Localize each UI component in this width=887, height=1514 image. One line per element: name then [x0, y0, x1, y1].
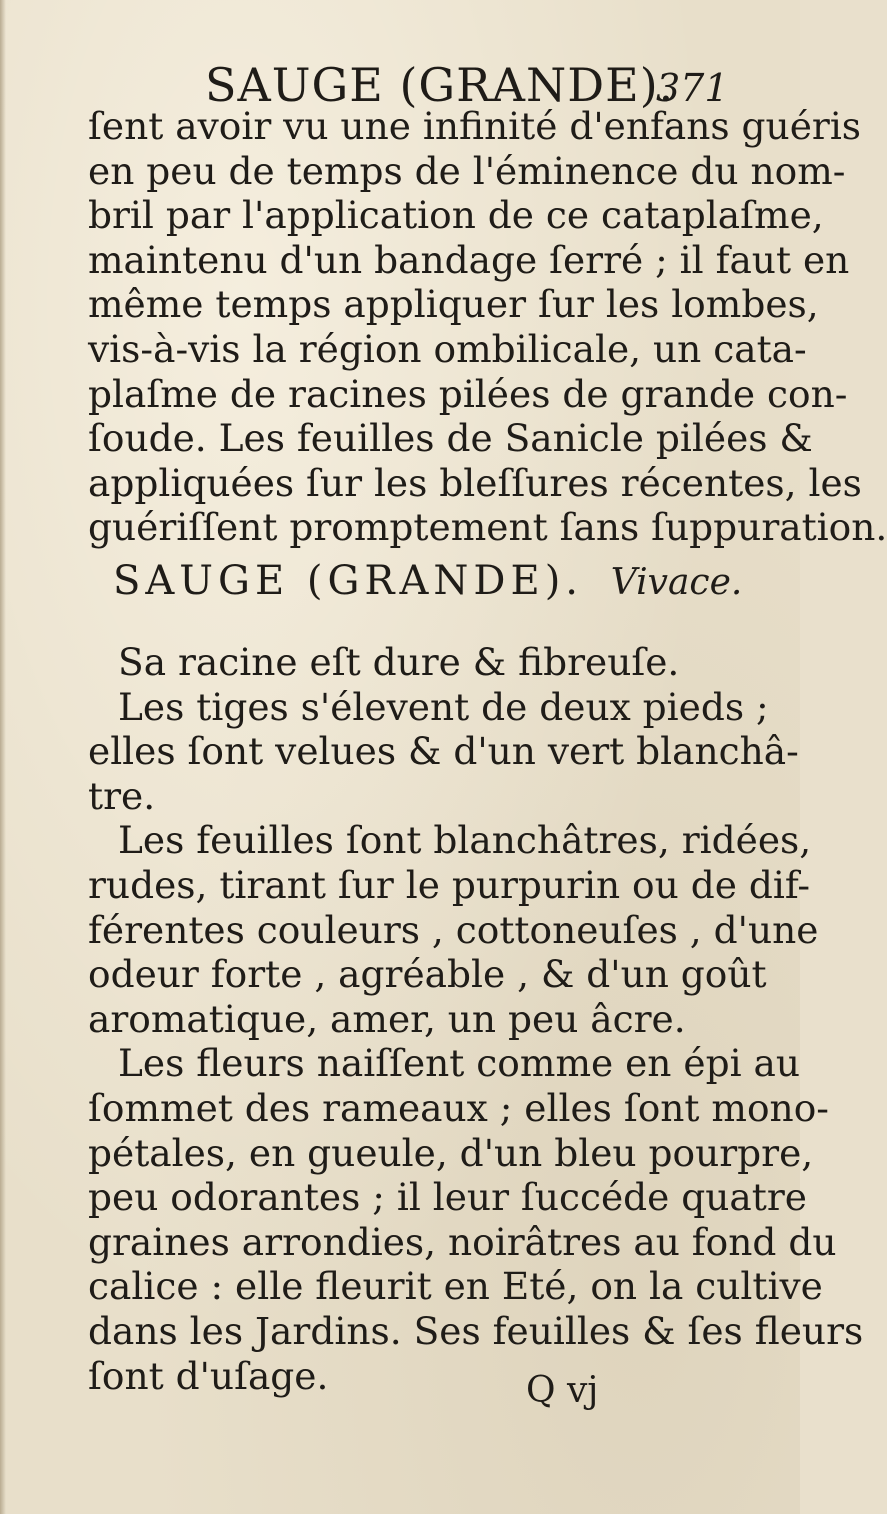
text-line: même temps appliquer ſur les lombes, — [88, 282, 819, 327]
text-line: dans les Jardins. Ses feuilles & ſes fleurs — [88, 1308, 864, 1353]
text-line: maintenu d'un bandage ſerré ; il faut en — [88, 237, 850, 282]
text-line: graines arrondies, noirâtres au fond du — [88, 1219, 837, 1264]
text-line: ſoude. Les feuilles de Sanicle pilées & — [88, 416, 813, 461]
text-line: elles ſont velues & d'un vert blanchâ- — [88, 729, 799, 774]
text-line: ſent avoir vu une infinité d'enfans guéris — [88, 104, 862, 148]
section-title: SAUGE (GRANDE). — [113, 558, 584, 604]
text-line: bril par l'application de ce cataplaſme, — [88, 193, 824, 238]
text-line: odeur forte , agréable , & d'un goût — [88, 952, 767, 997]
text-line: ſont d'uſage. — [88, 1353, 329, 1398]
description-body — [88, 640, 864, 1398]
text-line: en peu de temps de l'éminence du nom- — [88, 148, 846, 193]
section-heading — [113, 558, 742, 604]
page-gutter-shadow — [0, 0, 6, 1514]
text-line: pétales, en gueule, d'un bleu pourpre, — [88, 1130, 814, 1175]
text-line: tre. — [88, 773, 156, 818]
page-number: 371 — [656, 66, 729, 110]
text-line: rudes, tirant ſur le purpurin ou de dif- — [88, 862, 811, 907]
text-line: Sa racine eſt dure & fibreuſe. — [118, 640, 680, 684]
continued-paragraph — [88, 104, 887, 550]
text-line: ſommet des rameaux ; elles ſont mono- — [88, 1085, 829, 1130]
text-line: Les fleurs naiſſent comme en épi au — [118, 1041, 800, 1086]
text-line: Les tiges s'élevent de deux pieds ; — [118, 684, 769, 729]
text-line: guériſſent promptement ſans ſuppuration. — [88, 505, 887, 550]
text-line: vis-à-vis la région ombilicale, un cata- — [88, 326, 807, 371]
text-line: férentes couleurs , cottoneuſes , d'une — [88, 907, 819, 952]
text-line: Les feuilles ſont blanchâtres, ridées, — [118, 818, 812, 863]
text-line: peu odorantes ; il leur ſuccéde quatre — [88, 1175, 807, 1220]
section-note: Vivace. — [610, 562, 743, 603]
signature-mark: Q vj — [526, 1370, 599, 1411]
text-line: aromatique, amer, un peu âcre. — [88, 996, 686, 1041]
text-line: appliquées ſur les bleſſures récentes, les — [88, 460, 862, 505]
text-line: plaſme de racines pilées de grande con- — [88, 371, 848, 416]
text-line: calice : elle fleurit en Eté, on la cultive — [88, 1264, 823, 1309]
running-head: SAUGE (GRANDE). — [205, 58, 675, 112]
